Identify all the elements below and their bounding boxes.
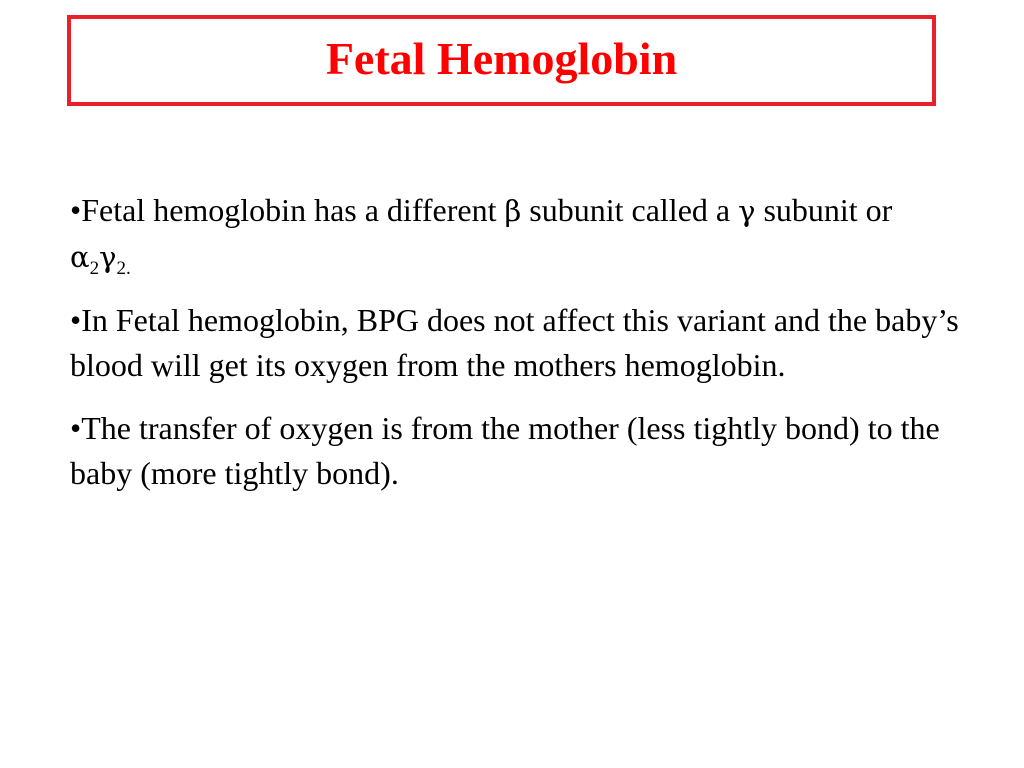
slide-body bbox=[70, 188, 960, 514]
gamma-symbol: γ bbox=[738, 194, 756, 228]
p3-text: The transfer of oxygen is from the mother (less tightly bond) to the baby (more tightly bond). bbox=[70, 410, 940, 491]
slide-title: Fetal Hemoglobin bbox=[325, 32, 678, 84]
gamma-subscript: 2. bbox=[116, 258, 131, 279]
p2-text: In Fetal hemoglobin, BPG does not affect this variant and the baby’s blood will get its oxygen from the mothers hemoglobin. bbox=[70, 302, 959, 383]
alpha-symbol: α bbox=[70, 240, 90, 274]
p1-text-b: subunit called a bbox=[521, 192, 739, 228]
bullet-paragraph-1 bbox=[70, 188, 960, 280]
beta-symbol: β bbox=[504, 194, 522, 228]
title-box bbox=[67, 15, 936, 106]
bullet-paragraph-2 bbox=[70, 298, 960, 388]
gamma-symbol-2: γ bbox=[99, 240, 117, 274]
alpha-subscript: 2 bbox=[89, 258, 100, 279]
bullet-marker: • bbox=[70, 302, 82, 338]
p1-text-c: subunit or bbox=[755, 192, 893, 228]
p1-text-a: Fetal hemoglobin has a different bbox=[81, 192, 505, 228]
bullet-marker: • bbox=[70, 410, 82, 446]
bullet-marker: • bbox=[70, 192, 82, 228]
bullet-paragraph-3 bbox=[70, 406, 960, 496]
